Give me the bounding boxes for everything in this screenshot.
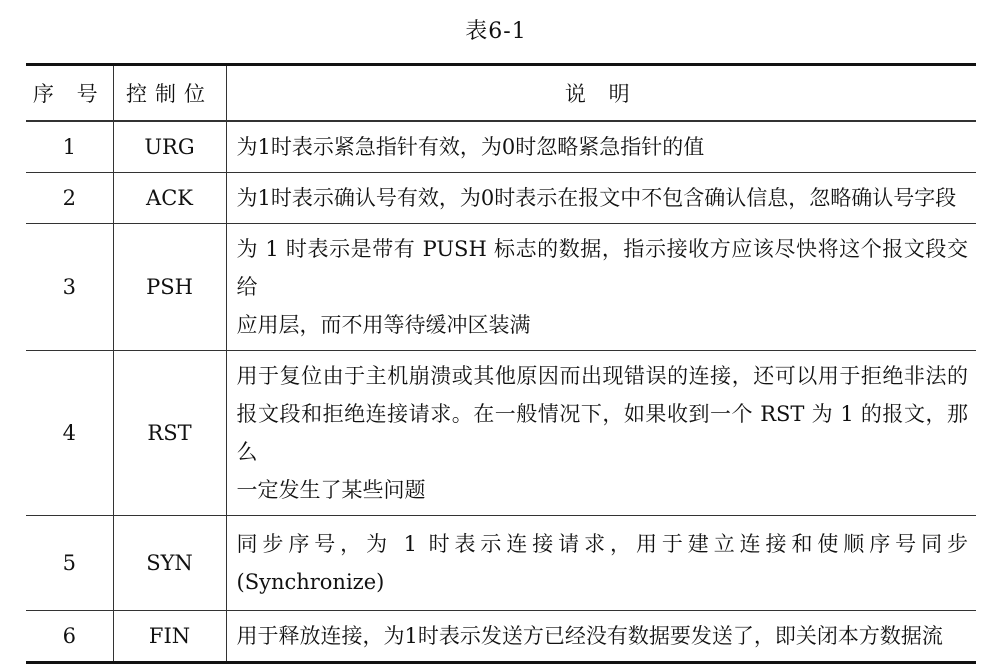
desc-line: 用于复位由于主机崩溃或其他原因而出现错误的连接，还可以用于拒绝非法的 (236, 364, 968, 388)
desc-line: 用于释放连接，为1时表示发送方已经没有数据要发送了，即关闭本方数据流 (236, 624, 943, 648)
desc-line: 为1时表示确认号有效，为0时表示在报文中不包含确认信息，忽略确认号字段 (236, 186, 957, 210)
header-flag: 控制位 (113, 65, 226, 122)
row-description (226, 351, 976, 516)
table-row (26, 351, 976, 516)
row-description (226, 173, 976, 224)
row-flag: SYN (113, 516, 226, 611)
desc-line: 为1时表示紧急指针有效，为0时忽略紧急指针的值 (236, 135, 705, 159)
row-description (226, 611, 976, 663)
table-row (26, 173, 976, 224)
row-number: 3 (26, 224, 113, 351)
row-number: 6 (26, 611, 113, 663)
desc-line: 报文段和拒绝连接请求。在一般情况下，如果收到一个 RST 为 1 的报文，那么 (236, 402, 968, 464)
desc-line: 为 1 时表示是带有 PUSH 标志的数据，指示接收方应该尽快将这个报文段交给 (236, 237, 968, 299)
row-description (226, 516, 976, 611)
row-number: 1 (26, 121, 113, 173)
row-flag: FIN (113, 611, 226, 663)
table-header-row (26, 65, 976, 122)
table-row (26, 516, 976, 611)
table-caption: 表6-1 (465, 19, 527, 44)
desc-line: (Synchronize) (236, 570, 385, 594)
header-seq: 序 号 (26, 65, 113, 122)
table-row (26, 611, 976, 663)
row-number: 4 (26, 351, 113, 516)
row-flag: URG (113, 121, 226, 173)
header-desc: 说 明 (226, 65, 976, 122)
row-flag: PSH (113, 224, 226, 351)
row-flag: ACK (113, 173, 226, 224)
row-number: 5 (26, 516, 113, 611)
desc-line: 一定发生了某些问题 (236, 478, 426, 502)
table-row (26, 121, 976, 173)
row-number: 2 (26, 173, 113, 224)
row-description (226, 224, 976, 351)
row-description (226, 121, 976, 173)
table-row (26, 224, 976, 351)
desc-line: 同步序号，为 1 时表示连接请求，用于建立连接和使顺序号同步 (236, 532, 968, 556)
row-flag: RST (113, 351, 226, 516)
tcp-flags-table (26, 63, 976, 664)
desc-line: 应用层，而不用等待缓冲区装满 (236, 313, 531, 337)
